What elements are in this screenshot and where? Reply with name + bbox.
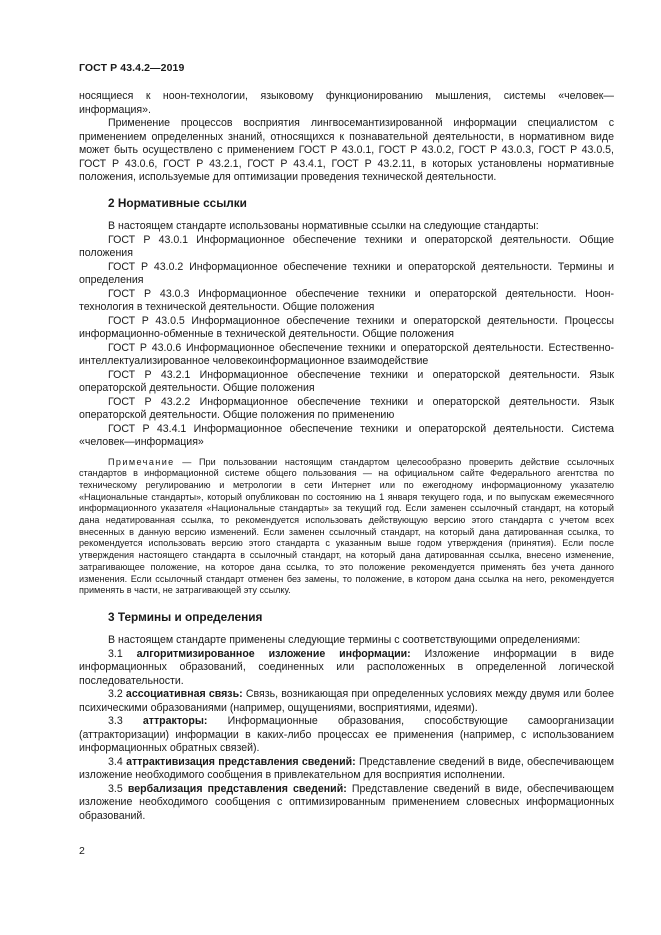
term-entry [79,783,614,824]
reference-item: ГОСТ Р 43.4.1 Информационное обеспечение техники и операторской деятельности. Система «человек—информация» [79,422,614,448]
document-body [79,90,614,823]
reference-item: ГОСТ Р 43.2.1 Информационное обеспечение техники и операторской деятельности. Язык операторской деятельности. Общие положения [79,368,614,394]
term-entry [79,756,614,783]
term-definition: Представление сведений в виде, обеспечивающем изложение необходимого сообщения в привлекательном для восприятия исполнении. [79,755,615,782]
term-number: 3.5 [108,782,128,795]
term-entry [79,715,614,756]
page-number: 2 [79,845,85,857]
term-definition: Информационные образования, способствующие самоорганизации (аттракторизации) информации в каких-либо процессах ее применения (например, с использованием информационных обратных связей). [79,715,614,755]
reference-item: ГОСТ Р 43.0.1 Информационное обеспечение техники и операторской деятельности. Общие положения [79,233,614,259]
term-number: 3.1 [108,647,137,660]
term-entry [79,648,614,689]
note-text: — При пользовании настоящим стандартом целесообразно проверить действие ссылочных стандартов в информационной системе общего пользования — на официальном сайте Федерального агентства по техническому регулированию и метрологии в сети Интернет или по ежегодному информационному указателю «Национальные стандарты», который опубликован по состоянию на 1 января текущего года, и по выпускам ежемесячного информационного указателя «Национальные стандарты» за текущий год. Если заменен ссылочный стандарт, на который дана недатированная ссылка, то рекомендуется использовать действующую версию этого стандарта с учетом всех внесенных в данную версию изменений. Если заменен ссылочный стандарт, на который дана датированная ссылка, то рекомендуется использовать версию этого стандарта с указанным выше годом утверждения (принятия). Если после утверждения настоящего стандарта в ссылочный стандарт, на который дана датированная ссылка, внесено изменение, затрагивающее положение, на которое дана ссылка, то это положение рекомендуется применять без учета данного изменения. Если ссылочный стандарт отменен без замены, то положение, в котором дана ссылка на него, рекомендуется применять в части, не затрагивающей эту ссылку. [79,456,614,596]
reference-item: ГОСТ Р 43.0.6 Информационное обеспечение техники и операторской деятельности. Естественно-интеллектуализированное человекоинформационное взаимодействие [79,341,614,367]
reference-item: ГОСТ Р 43.0.5 Информационное обеспечение техники и операторской деятельности. Процессы информационно-обменные в технической деятельности. Общие положения [79,314,614,340]
reference-item: ГОСТ Р 43.0.3 Информационное обеспечение техники и операторской деятельности. Ноон-технология в технической деятельности. Общие положения [79,287,614,313]
term-name: вербализация представления сведений: [127,782,347,795]
document-header: ГОСТ Р 43.4.2—2019 [79,62,185,74]
term-name: аттракторы: [142,715,208,728]
intro-paragraph-1: носящиеся к ноон-технологии, языковому функционированию мышления, системы «человек—информация». [79,90,614,116]
term-list [79,648,614,824]
term-name: аттрактивизация представления сведений: [126,755,356,768]
reference-note [79,457,614,597]
note-label: Примечание [108,456,175,467]
section-3-title: 3 Термины и определения [108,609,263,624]
term-definition: Представление сведений в виде, обеспечивающем изложение необходимого сообщения с оптимизированным применением словесных информационных образований. [79,782,615,822]
reference-item: ГОСТ Р 43.2.2 Информационное обеспечение техники и операторской деятельности. Язык операторской деятельности. Общие положения по применению [79,395,614,421]
term-definition: Связь, возникающая при определенных условиях между двумя или более психическими образованиями (например, ощущениями, восприятиями, идеями). [79,688,615,714]
reference-item: ГОСТ Р 43.0.2 Информационное обеспечение техники и операторской деятельности. Термины и определения [79,260,614,286]
term-number: 3.4 [108,755,127,768]
section-3-lead: В настоящем стандарте применены следующие термины с соответствующими определениями: [108,634,581,647]
section-2-lead: В настоящем стандарте использованы нормативные ссылки на следующие стандарты: [108,220,539,232]
term-definition: Изложение информации в виде информационных образований, соединенных или расположенных в определенной логической последовательности. [79,647,614,687]
term-name: алгоритмизированное изложение информации: [136,647,411,660]
reference-list [79,234,614,450]
intro-paragraph-2: Применение процессов восприятия лингвосемантизированной информации специалистом с применением определенных знаний, относящихся к познавательной деятельности, в нормативном виде может быть осуществлено с применением ГОСТ Р 43.0.1, ГОСТ Р 43.0.2, ГОСТ Р 43.0.3, ГОСТ Р 43.0.5, ГОСТ Р 43.0.6, ГОСТ Р 43.2.1, ГОСТ Р 43.4.1, ГОСТ Р 43.2.11, в которых установлены нормативные положения, используемые для оптимизации проведения технической деятельности. [79,117,614,183]
term-number: 3.2 [108,688,126,701]
section-2-title: 2 Нормативные ссылки [108,195,247,210]
term-entry [79,688,614,715]
term-number: 3.3 [108,715,143,728]
term-name: ассоциативная связь: [125,688,243,701]
